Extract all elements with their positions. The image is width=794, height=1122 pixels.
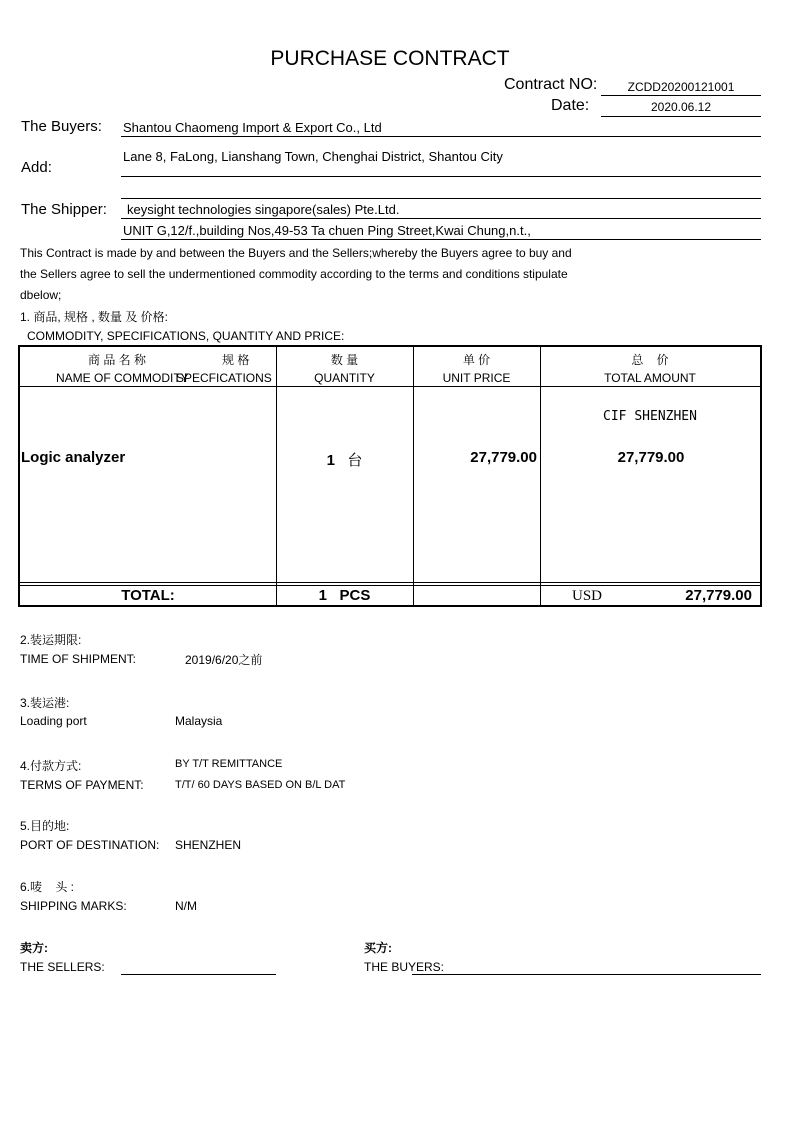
item-total: 27,779.00 bbox=[617, 449, 685, 466]
intro-line-2: the Sellers agree to sell the undermentioned commodity according to the terms and conditions stipulate bbox=[20, 267, 568, 281]
section-1-title-cn: 1. 商品, 规格 , 数量 及 价格: bbox=[20, 310, 169, 324]
item-qty-number: 1 bbox=[326, 452, 335, 469]
shipper-address: UNIT G,12/f.,building Nos,49-53 Ta chuen Ping Street,Kwai Chung,n.t., bbox=[123, 223, 531, 238]
destination-value: SHENZHEN bbox=[175, 838, 242, 852]
header-total-cn: 总 价 bbox=[631, 353, 669, 367]
page-title: PURCHASE CONTRACT bbox=[270, 47, 510, 70]
commodity-table bbox=[18, 345, 762, 607]
buyers-underline bbox=[121, 136, 761, 137]
port-title-cn: 3.装运港: bbox=[20, 696, 70, 710]
sellers-label: THE SELLERS: bbox=[20, 960, 105, 974]
port-value: Malaysia bbox=[175, 714, 223, 728]
address-label: Add: bbox=[21, 159, 52, 176]
shipper-address-underline bbox=[121, 239, 761, 240]
shipper-label: The Shipper: bbox=[21, 201, 107, 218]
shipper-name: keysight technologies singapore(sales) Pte.Ltd. bbox=[127, 202, 400, 217]
buyers-name: Shantou Chaomeng Import & Export Co., Ltd bbox=[123, 120, 382, 135]
item-name: Logic analyzer bbox=[21, 449, 126, 466]
table-header-divider bbox=[20, 386, 760, 387]
buyers-signature-label: THE BUYERS: bbox=[364, 960, 445, 974]
shipper-underline bbox=[121, 218, 761, 219]
marks-value: N/M bbox=[175, 899, 197, 913]
item-qty-unit: 台 bbox=[347, 452, 363, 469]
table-total-divider bbox=[20, 582, 760, 583]
payment-value-1: BY T/T REMITTANCE bbox=[175, 758, 283, 770]
sellers-title-cn: 卖方: bbox=[20, 941, 48, 955]
marks-title-cn: 6.唛 头 : bbox=[20, 880, 75, 894]
item-unit-price: 27,779.00 bbox=[470, 449, 537, 466]
shipment-label: TIME OF SHIPMENT: bbox=[20, 652, 137, 666]
date-underline bbox=[601, 116, 761, 117]
header-qty-en: QUANTITY bbox=[314, 371, 375, 385]
buyers-signature-line bbox=[412, 974, 761, 975]
header-unit-price-cn: 单 价 bbox=[462, 353, 491, 367]
total-amount: 27,779.00 bbox=[685, 587, 752, 604]
intro-line-3: dbelow; bbox=[20, 288, 62, 302]
shipment-title-cn: 2.装运期限: bbox=[20, 633, 82, 647]
payment-value-2: T/T/ 60 DAYS BASED ON B/L DAT bbox=[175, 779, 346, 791]
contract-no-underline bbox=[601, 95, 761, 96]
date-value: 2020.06.12 bbox=[650, 100, 712, 114]
total-label: TOTAL: bbox=[121, 587, 175, 604]
shipment-value: 2019/6/20之前 bbox=[185, 653, 263, 667]
buyers-title-cn: 买方: bbox=[364, 941, 392, 955]
address-underline-2 bbox=[121, 198, 761, 199]
header-unit-price-en: UNIT PRICE bbox=[442, 371, 511, 385]
address-underline bbox=[121, 176, 761, 177]
header-total-en: TOTAL AMOUNT bbox=[604, 371, 696, 385]
table-total-divider bbox=[20, 585, 760, 586]
marks-label: SHIPPING MARKS: bbox=[20, 899, 127, 913]
contract-no-value: ZCDD20200121001 bbox=[627, 80, 735, 94]
intro-line-1: This Contract is made by and between the Buyers and the Sellers;whereby the Buyers agree to buy and bbox=[20, 246, 572, 260]
total-qty-number: 1 bbox=[318, 587, 327, 604]
header-qty-cn: 数 量 bbox=[330, 353, 359, 367]
payment-title-cn: 4.付款方式: bbox=[20, 759, 82, 773]
date-label: Date: bbox=[551, 97, 590, 114]
header-name-en: NAME OF COMMODITY bbox=[56, 371, 189, 385]
total-qty bbox=[276, 587, 413, 604]
payment-label: TERMS OF PAYMENT: bbox=[20, 778, 144, 792]
port-label: Loading port bbox=[20, 714, 87, 728]
total-currency: USD bbox=[572, 588, 603, 604]
header-spec-cn: 规 格 bbox=[222, 353, 250, 367]
sellers-signature-line bbox=[121, 974, 276, 975]
buyers-label: The Buyers: bbox=[21, 118, 102, 135]
item-qty bbox=[276, 449, 413, 470]
destination-title-cn: 5.目的地: bbox=[20, 819, 70, 833]
price-term: CIF SHENZHEN bbox=[603, 409, 697, 424]
address-value: Lane 8, FaLong, Lianshang Town, Chenghai District, Shantou City bbox=[123, 149, 503, 164]
section-1-title-en: COMMODITY, SPECIFICATIONS, QUANTITY AND PRICE: bbox=[27, 329, 345, 343]
destination-label: PORT OF DESTINATION: bbox=[20, 838, 160, 852]
contract-no-label: Contract NO: bbox=[504, 76, 598, 93]
header-name-cn: 商 品 名 称 bbox=[88, 353, 147, 367]
header-spec-en: SPECFICATIONS bbox=[176, 371, 272, 385]
total-qty-unit: PCS bbox=[339, 587, 371, 604]
